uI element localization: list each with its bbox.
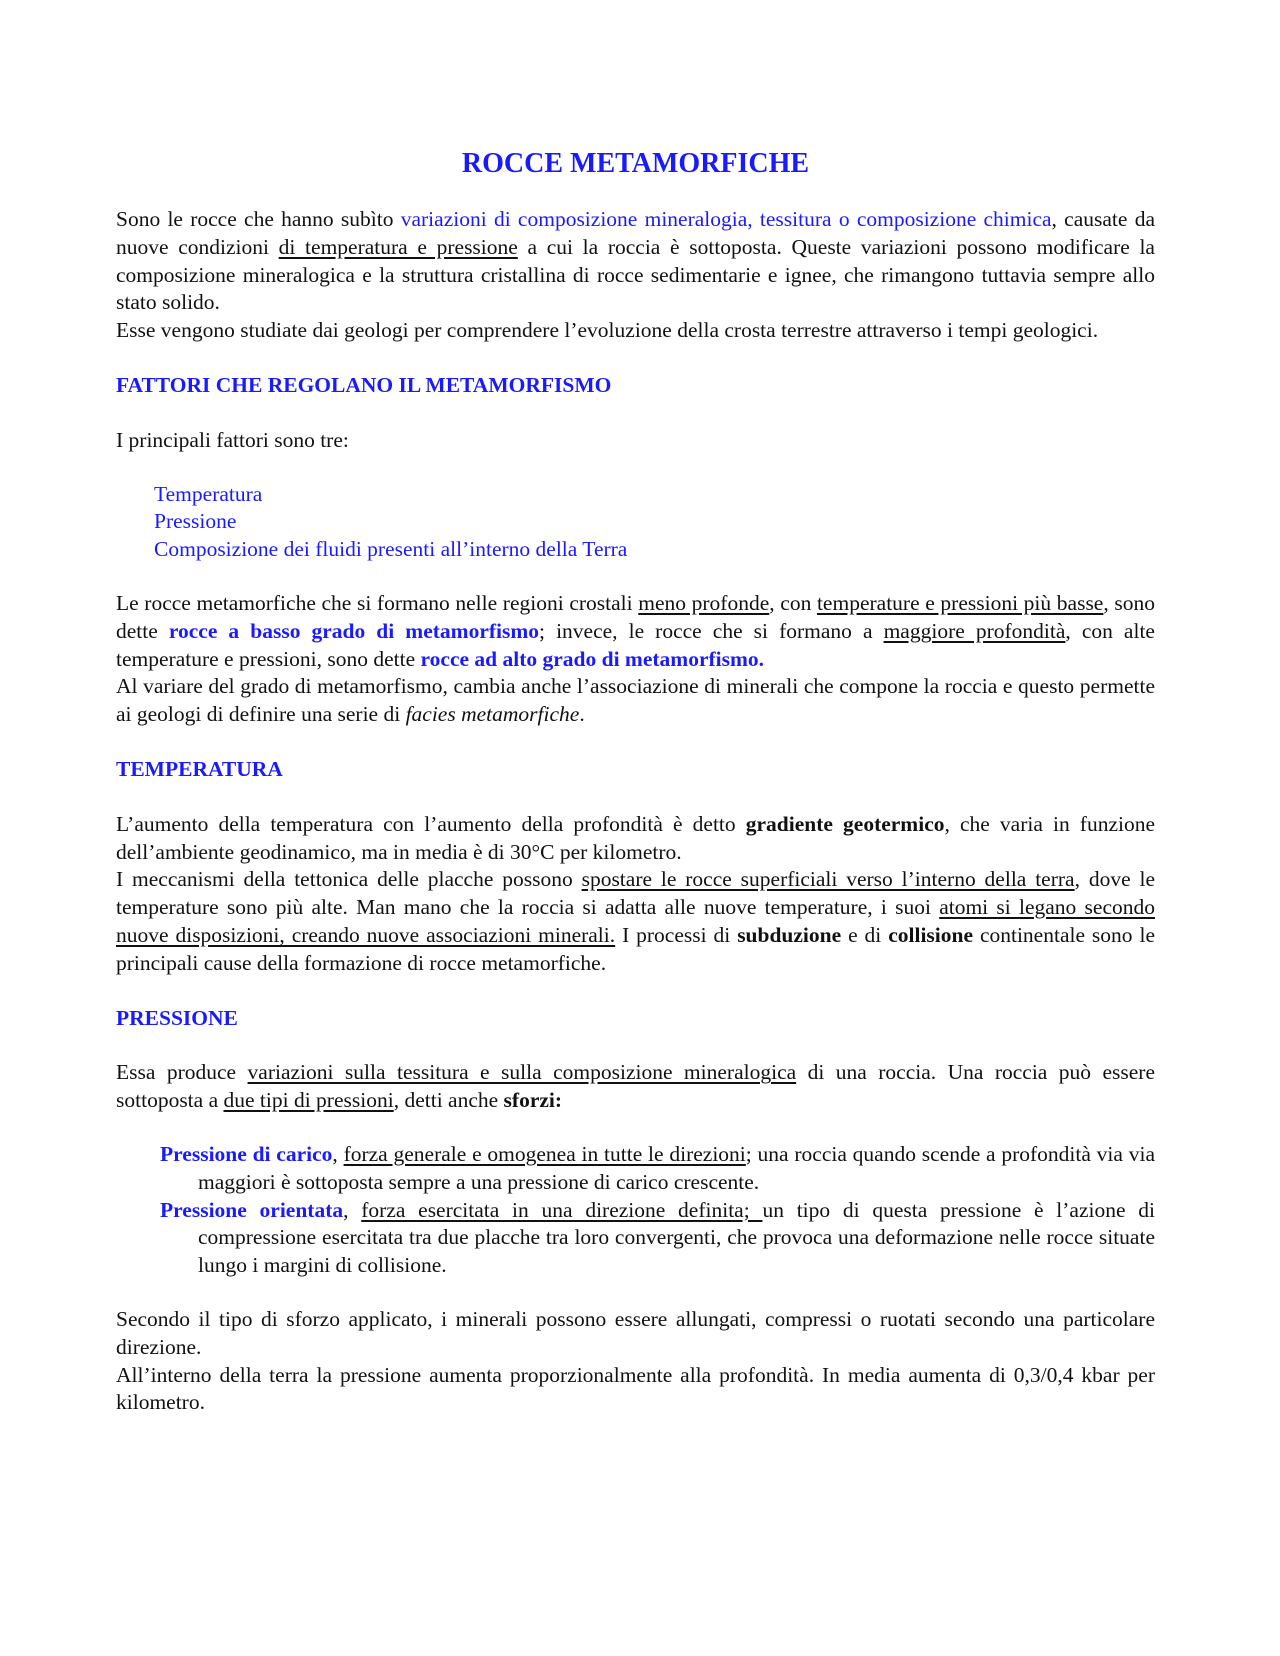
intro-paragraph-2: Esse vengono studiate dai geologi per comprendere l’evoluzione della crosta terrestre attraverso i tempi geologici. bbox=[116, 318, 1099, 343]
document-page bbox=[116, 140, 1155, 1417]
key-term: rocce a basso grado di metamorfismo bbox=[168, 618, 540, 643]
key-term: rocce ad alto grado di metamorfismo. bbox=[420, 646, 765, 671]
highlight-text: variazioni di composizione mineralogia, tessitura o composizione chimica bbox=[400, 207, 1052, 231]
grado-paragraph: Le rocce metamorfiche che si formano nelle regioni crostali meno profonde, con temperature e pressioni più basse, sono dette rocce a basso grado di metamorfismo; invece, le rocce che si formano a maggiore profondità, con alte temperature e pressioni, sono dette rocce ad alto grado di metamorfismo. bbox=[116, 590, 1155, 671]
list-item: Temperatura bbox=[154, 481, 263, 506]
fattori-lead: I principali fattori sono tre: bbox=[116, 427, 349, 452]
section-heading-pressione: PRESSIONE bbox=[116, 1005, 238, 1030]
factors-list bbox=[116, 481, 1155, 564]
sforzo-paragraph: Secondo il tipo di sforzo applicato, i minerali possono essere allungati, compressi o ruotati secondo una particolare direzione. bbox=[116, 1306, 1155, 1359]
list-item: Pressione bbox=[154, 509, 237, 534]
profondita-paragraph: All’interno della terra la pressione aumenta proporzionalmente alla profondità. In media aumenta di 0,3/0,4 kbar per kilometro. bbox=[116, 1362, 1155, 1415]
underlined-text: di temperatura e pressione bbox=[278, 234, 518, 259]
section-heading-temperatura: TEMPERATURA bbox=[116, 756, 283, 781]
stress-item-orientata: Pressione orientata, forza esercitata in una direzione definita; un tipo di questa pressione è l’azione di compressione esercitata tra due placche tra loro convergenti, che provoca una deformazione nelle rocce situate lungo i margini di collisione. bbox=[160, 1197, 1155, 1278]
stress-item-carico: Pressione di carico, forza generale e omogenea in tutte le direzioni; una roccia quando scende a profondità via via maggiori è sottoposta sempre a una pressione di carico crescente. bbox=[160, 1141, 1156, 1194]
list-item: Composizione dei fluidi presenti all’interno della Terra bbox=[154, 537, 628, 562]
gradiente-paragraph: L’aumento della temperatura con l’aumento della profondità è detto gradiente geotermico, che varia in funzione dell’ambiente geodinamico, ma in media è di 30°C per kilometro. bbox=[116, 811, 1156, 864]
intro-paragraph: Sono le rocce che hanno subìto variazioni di composizione mineralogia, tessitura o composizione chimica, causate da nuove condizioni di temperatura e pressione a cui la roccia è sottoposta. Queste variazioni possono modificare la composizione mineralogica e la struttura cristallina di rocce sedimentarie e ignee, che rimangono tuttavia sempre allo stato solido. bbox=[116, 207, 1155, 315]
pressione-paragraph: Essa produce variazioni sulla tessitura e sulla composizione mineralogica di una roccia. Una roccia può essere sottoposta a due tipi di pressioni, detti anche sforzi: bbox=[116, 1060, 1155, 1113]
facies-paragraph: Al variare del grado di metamorfismo, cambia anche l’associazione di minerali che compone la roccia e questo permette ai geologi di definire una serie di facies metamorfiche. bbox=[116, 674, 1155, 727]
section-heading-fattori: FATTORI CHE REGOLANO IL METAMORFISMO bbox=[116, 372, 612, 397]
page-title: ROCCE METAMORFICHE bbox=[461, 148, 810, 179]
tettonica-paragraph: I meccanismi della tettonica delle placche possono spostare le rocce superficiali verso l’interno della terra, dove le temperature sono più alte. Man mano che la roccia si adatta alle nuove temperature, i suoi atomi si legano secondo nuove disposizioni, creando nuove associazioni minerali. I processi di subduzione e di collisione continentale sono le principali cause della formazione di rocce metamorfiche. bbox=[116, 867, 1155, 975]
